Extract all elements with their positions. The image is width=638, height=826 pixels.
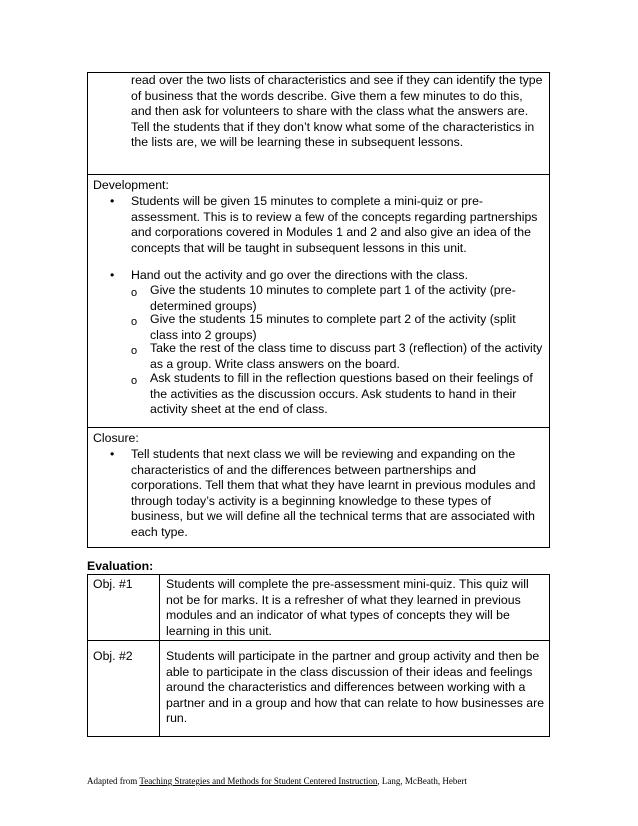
closure-heading: Closure:: [93, 431, 139, 445]
footer-authors: , Lang, McBeath, Hebert: [377, 776, 467, 786]
intro-paragraph: read over the two lists of characteristics and see if they can identify the type of business that the words describe. Give them a few minutes to do this, and then ask for volunteers to share with the class what the answers are. Tell the students that if they don’t know what some of the characteristics in the lists are, we will be learning these in subsequent lessons.: [131, 73, 543, 150]
objective-1-text: Students will complete the pre-assessment mini-quiz. This quiz will not be for marks. It is a refresher of what they learned in previous modules and an indicator of what types of concepts they will be learning in this unit.: [166, 577, 529, 638]
row-divider: [88, 640, 549, 641]
footer-source-title: Teaching Strategies and Methods for Student Centered Instruction: [139, 776, 378, 786]
objective-2-label: Obj. #2: [93, 649, 133, 663]
evaluation-table: [87, 574, 550, 737]
development-bullet-1: Students will be given 15 minutes to complete a mini-quiz or pre-assessment. This is to review a few of the concepts regarding partnerships and corporations covered in Modules 1 and 2 and also give an idea of the concepts that will be taught in subsequent lessons in this unit.: [131, 194, 538, 255]
sub-bullet-icon: o: [131, 316, 138, 328]
bullet-icon: •: [110, 447, 115, 461]
footer-citation: [87, 776, 467, 786]
bullet-icon: •: [110, 194, 115, 208]
column-divider: [159, 575, 160, 736]
objective-2-text: Students will participate in the partner and group activity and then be able to participate in the class discussion of their ideas and feelings around the characteristics and differences between working with a partner and in a group and how that can relate to how businesses are run.: [166, 649, 545, 726]
sub-bullet-icon: o: [131, 345, 138, 357]
evaluation-title: Evaluation:: [87, 559, 154, 573]
sub-bullet-icon: o: [131, 375, 138, 387]
development-subitem-2: Give the students 15 minutes to complete part 2 of the activity (split class into 2 groups): [150, 312, 516, 342]
closure-bullet: Tell students that next class we will be reviewing and expanding on the characteristics of and the differences between partnerships and corporations. Tell them that what they have learnt in previous modules and through today’s activity is a beginning knowledge to these types of business, but we will define all the technical terms that are associated with each type.: [131, 447, 536, 539]
development-subitem-4: Ask students to fill in the reflection questions based on their feelings of the activities as the discussion occurs. Ask students to hand in their activity sheet at the end of class.: [150, 371, 533, 417]
objective-1-label: Obj. #1: [93, 577, 133, 591]
development-subitem-3: Take the rest of the class time to discuss part 3 (reflection) of the activity as a group. Write class answers on the board.: [150, 341, 543, 371]
sub-bullet-icon: o: [131, 287, 138, 299]
development-bullet-2: Hand out the activity and go over the directions with the class.: [131, 268, 468, 282]
development-heading: Development:: [93, 178, 169, 192]
development-subitem-1: Give the students 10 minutes to complete part 1 of the activity (pre-determined groups): [150, 283, 516, 313]
footer-prefix: Adapted from: [87, 776, 140, 786]
bullet-icon: •: [110, 268, 115, 282]
